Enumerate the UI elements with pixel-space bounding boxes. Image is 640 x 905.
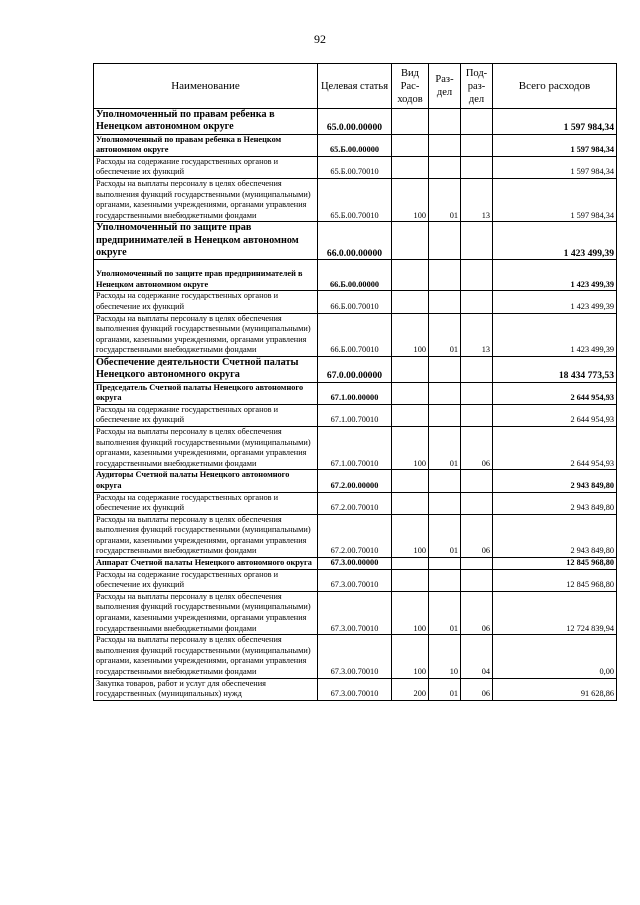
table-row — [94, 156, 617, 178]
header-expense-type: Вид Рас- ходов — [392, 64, 429, 109]
row-subsection-cell: 13 — [461, 313, 493, 356]
row-expense-type-cell: 100 — [392, 313, 429, 356]
row-code-cell: 67.3.00.70010 — [318, 635, 392, 678]
row-code-cell: 65.Б.00.70010 — [318, 178, 392, 221]
row-name-cell: Расходы на содержание государственных органов и обеспечение их функций — [94, 404, 318, 426]
row-expense-type-cell — [392, 404, 429, 426]
row-section-cell — [429, 134, 461, 156]
table-row — [94, 291, 617, 313]
table-row — [94, 569, 617, 591]
row-section-cell — [429, 382, 461, 404]
row-expense-type-cell — [392, 569, 429, 591]
row-name-cell: Расходы на содержание государственных органов и обеспечение их функций — [94, 569, 318, 591]
row-subsection-cell — [461, 558, 493, 570]
table-row — [94, 492, 617, 514]
row-code-cell: 67.2.00.70010 — [318, 514, 392, 557]
budget-table — [93, 63, 617, 701]
header-total: Всего расходов — [493, 64, 617, 109]
row-code-cell: 67.3.00.00000 — [318, 558, 392, 570]
row-section-cell: 01 — [429, 313, 461, 356]
row-amount-cell: 1 597 984,34 — [493, 178, 617, 221]
row-code-cell: 66.Б.00.70010 — [318, 313, 392, 356]
row-name-cell: Расходы на выплаты персоналу в целях обеспечения выполнения функций государственными (муниципальными) органами, казенными учреждениями, органами управления государственными внебюджетными фондами — [94, 426, 318, 469]
row-subsection-cell — [461, 356, 493, 382]
row-name-cell: Обеспечение деятельности Счетной палаты Ненецкого автономного округа — [94, 356, 318, 382]
row-amount-cell: 2 943 849,80 — [493, 514, 617, 557]
row-expense-type-cell — [392, 558, 429, 570]
header-target: Целевая статья — [318, 64, 392, 109]
table-row — [94, 591, 617, 634]
table-row — [94, 470, 617, 492]
row-expense-type-cell — [392, 291, 429, 313]
row-code-cell: 66.0.00.00000 — [318, 222, 392, 260]
row-subsection-cell — [461, 260, 493, 291]
table-row — [94, 134, 617, 156]
row-amount-cell: 18 434 773,53 — [493, 356, 617, 382]
table-row — [94, 260, 617, 291]
row-section-cell — [429, 404, 461, 426]
row-code-cell: 67.3.00.70010 — [318, 678, 392, 700]
row-expense-type-cell — [392, 109, 429, 135]
table-row — [94, 635, 617, 678]
row-code-cell: 67.2.00.70010 — [318, 492, 392, 514]
row-amount-cell: 1 597 984,34 — [493, 109, 617, 135]
table-row — [94, 356, 617, 382]
table-row — [94, 109, 617, 135]
row-code-cell: 66.Б.00.00000 — [318, 260, 392, 291]
row-name-cell: Уполномоченный по защите прав предпринимателей в Ненецком автономном округе — [94, 260, 318, 291]
row-name-cell: Расходы на содержание государственных органов и обеспечение их функций — [94, 291, 318, 313]
header-name: Наименование — [94, 64, 318, 109]
row-amount-cell: 2 644 954,93 — [493, 382, 617, 404]
row-subsection-cell — [461, 492, 493, 514]
row-section-cell — [429, 569, 461, 591]
row-expense-type-cell: 100 — [392, 591, 429, 634]
row-subsection-cell: 06 — [461, 678, 493, 700]
row-expense-type-cell — [392, 134, 429, 156]
row-name-cell: Расходы на выплаты персоналу в целях обеспечения выполнения функций государственными (муниципальными) органами, казенными учреждениями, органами управления государственными внебюджетными фондами — [94, 313, 318, 356]
row-subsection-cell — [461, 109, 493, 135]
row-subsection-cell — [461, 134, 493, 156]
row-name-cell: Расходы на выплаты персоналу в целях обеспечения выполнения функций государственными (муниципальными) органами, казенными учреждениями, органами управления государственными внебюджетными фондами — [94, 514, 318, 557]
row-code-cell: 67.1.00.00000 — [318, 382, 392, 404]
table-body — [94, 109, 617, 701]
row-subsection-cell — [461, 291, 493, 313]
row-name-cell: Аудиторы Счетной палаты Ненецкого автономного округа — [94, 470, 318, 492]
row-section-cell — [429, 492, 461, 514]
table-row — [94, 426, 617, 469]
row-amount-cell: 1 597 984,34 — [493, 134, 617, 156]
row-code-cell: 67.2.00.00000 — [318, 470, 392, 492]
row-subsection-cell: 13 — [461, 178, 493, 221]
row-amount-cell: 12 724 839,94 — [493, 591, 617, 634]
row-name-cell: Расходы на выплаты персоналу в целях обеспечения выполнения функций государственными (муниципальными) органами, казенными учреждениями, органами управления государственными внебюджетными фондами — [94, 591, 318, 634]
page-number: 92 — [314, 32, 326, 46]
row-amount-cell: 1 423 499,39 — [493, 291, 617, 313]
row-name-cell: Расходы на выплаты персоналу в целях обеспечения выполнения функций государственными (муниципальными) органами, казенными учреждениями, органами управления государственными внебюджетными фондами — [94, 178, 318, 221]
table-row — [94, 382, 617, 404]
table-row — [94, 178, 617, 221]
row-code-cell: 67.3.00.70010 — [318, 591, 392, 634]
table-row — [94, 313, 617, 356]
table-row — [94, 678, 617, 700]
row-subsection-cell: 06 — [461, 426, 493, 469]
row-code-cell: 67.1.00.70010 — [318, 404, 392, 426]
row-section-cell: 01 — [429, 591, 461, 634]
row-name-cell: Расходы на содержание государственных органов и обеспечение их функций — [94, 156, 318, 178]
row-code-cell: 65.0.00.00000 — [318, 109, 392, 135]
row-expense-type-cell: 100 — [392, 635, 429, 678]
table-row — [94, 222, 617, 260]
row-code-cell: 67.3.00.70010 — [318, 569, 392, 591]
row-expense-type-cell — [392, 356, 429, 382]
row-subsection-cell — [461, 404, 493, 426]
row-name-cell: Уполномоченный по правам ребенка в Ненецком автономном округе — [94, 109, 318, 135]
row-expense-type-cell — [392, 492, 429, 514]
row-subsection-cell — [461, 569, 493, 591]
row-subsection-cell — [461, 470, 493, 492]
row-code-cell: 65.Б.00.70010 — [318, 156, 392, 178]
row-expense-type-cell: 100 — [392, 178, 429, 221]
row-amount-cell: 1 423 499,39 — [493, 313, 617, 356]
row-section-cell — [429, 109, 461, 135]
row-section-cell: 01 — [429, 178, 461, 221]
row-amount-cell: 1 423 499,39 — [493, 260, 617, 291]
row-subsection-cell — [461, 222, 493, 260]
row-section-cell — [429, 222, 461, 260]
row-name-cell: Председатель Счетной палаты Ненецкого автономного округа — [94, 382, 318, 404]
row-expense-type-cell — [392, 260, 429, 291]
row-amount-cell: 91 628,86 — [493, 678, 617, 700]
row-section-cell — [429, 356, 461, 382]
table-row — [94, 514, 617, 557]
header-section: Раз- дел — [429, 64, 461, 109]
row-amount-cell: 2 943 849,80 — [493, 492, 617, 514]
row-amount-cell: 1 597 984,34 — [493, 156, 617, 178]
row-code-cell: 67.0.00.00000 — [318, 356, 392, 382]
row-code-cell: 66.Б.00.70010 — [318, 291, 392, 313]
row-expense-type-cell: 100 — [392, 514, 429, 557]
table-header-row — [94, 64, 617, 109]
row-section-cell — [429, 291, 461, 313]
row-name-cell: Расходы на содержание государственных органов и обеспечение их функций — [94, 492, 318, 514]
row-expense-type-cell: 200 — [392, 678, 429, 700]
row-amount-cell: 12 845 968,80 — [493, 558, 617, 570]
row-code-cell: 65.Б.00.00000 — [318, 134, 392, 156]
row-section-cell — [429, 558, 461, 570]
row-subsection-cell: 06 — [461, 591, 493, 634]
row-name-cell: Уполномоченный по защите прав предпринимателей в Ненецком автономном округе — [94, 222, 318, 260]
row-subsection-cell: 06 — [461, 514, 493, 557]
row-amount-cell: 2 644 954,93 — [493, 404, 617, 426]
row-amount-cell: 0,00 — [493, 635, 617, 678]
row-expense-type-cell — [392, 222, 429, 260]
row-amount-cell: 2 644 954,93 — [493, 426, 617, 469]
row-subsection-cell — [461, 382, 493, 404]
row-amount-cell: 12 845 968,80 — [493, 569, 617, 591]
row-section-cell — [429, 470, 461, 492]
row-amount-cell: 1 423 499,39 — [493, 222, 617, 260]
row-section-cell: 01 — [429, 514, 461, 557]
row-amount-cell: 2 943 849,80 — [493, 470, 617, 492]
row-name-cell: Закупка товаров, работ и услуг для обеспечения государственных (муниципальных) нужд — [94, 678, 318, 700]
row-expense-type-cell — [392, 156, 429, 178]
row-subsection-cell — [461, 156, 493, 178]
row-code-cell: 67.1.00.70010 — [318, 426, 392, 469]
row-section-cell: 01 — [429, 426, 461, 469]
table-row — [94, 558, 617, 570]
row-subsection-cell: 04 — [461, 635, 493, 678]
row-name-cell: Аппарат Счетной палаты Ненецкого автономного округа — [94, 558, 318, 570]
row-expense-type-cell — [392, 470, 429, 492]
row-section-cell: 10 — [429, 635, 461, 678]
row-name-cell: Уполномоченный по правам ребенка в Ненецком автономном округе — [94, 134, 318, 156]
row-name-cell: Расходы на выплаты персоналу в целях обеспечения выполнения функций государственными (муниципальными) органами, казенными учреждениями, органами управления государственными внебюджетными фондами — [94, 635, 318, 678]
header-subsection: Под- раз- дел — [461, 64, 493, 109]
row-expense-type-cell: 100 — [392, 426, 429, 469]
row-section-cell: 01 — [429, 678, 461, 700]
row-section-cell — [429, 260, 461, 291]
table-row — [94, 404, 617, 426]
row-section-cell — [429, 156, 461, 178]
row-expense-type-cell — [392, 382, 429, 404]
